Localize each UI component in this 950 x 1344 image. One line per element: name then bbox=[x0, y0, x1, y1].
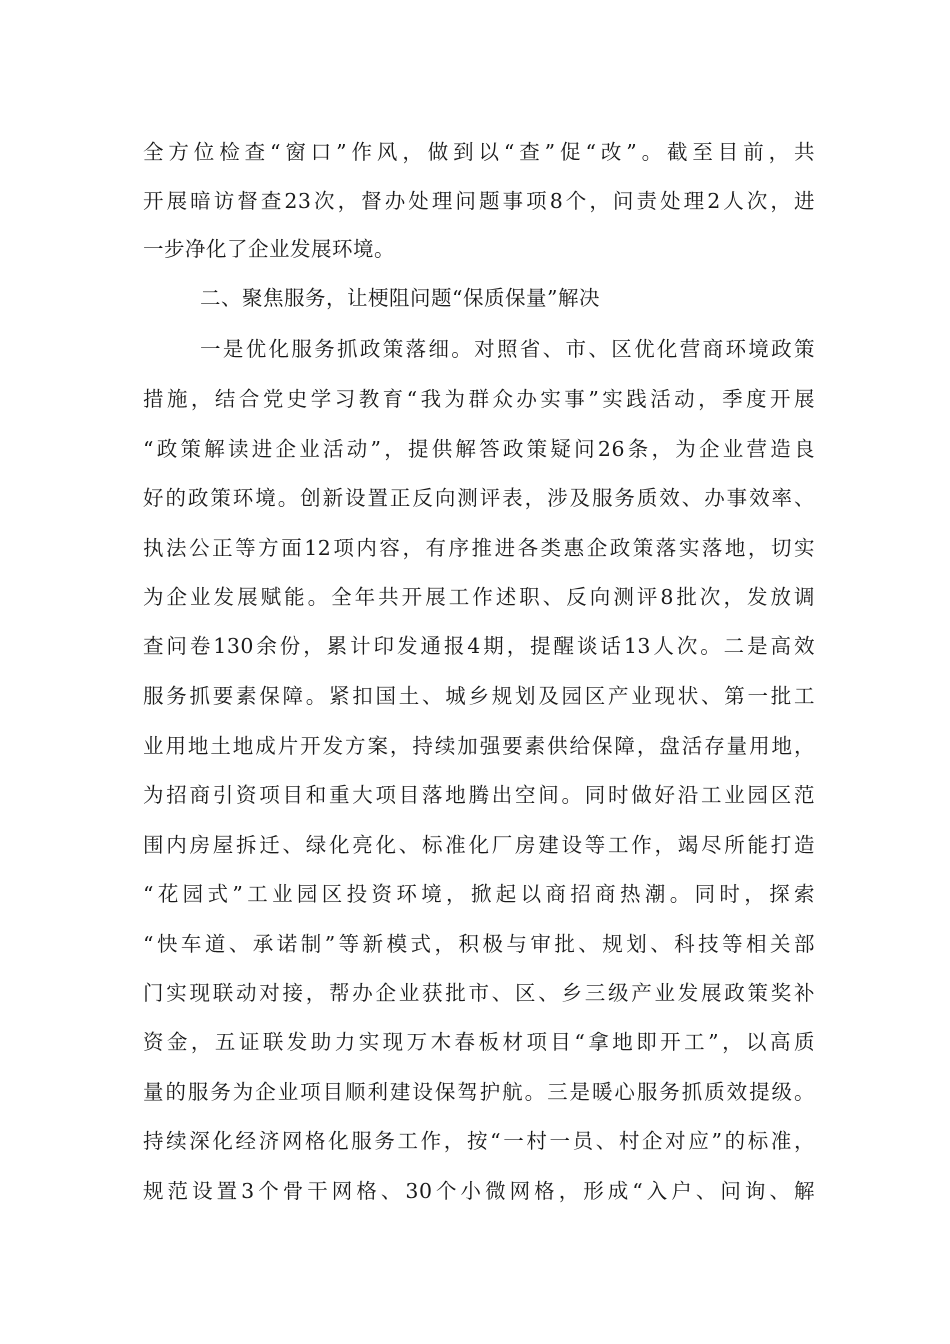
text-line: 量的服务为企业项目顺利建设保驾护航。三是暖心服务抓质效提级。 bbox=[143, 1080, 815, 1104]
text-line: 资金，五证联发助力实现万木春板材项目“拿地即开工”，以高质 bbox=[143, 1030, 815, 1054]
text-line: 围内房屋拆迁、绿化亮化、标准化厂房建设等工作，竭尽所能打造 bbox=[143, 833, 815, 857]
text-line: 查问卷130余份，累计印发通报4期，提醒谈话13人次。二是高效 bbox=[143, 634, 815, 658]
text-line: 好的政策环境。创新设置正反向测评表，涉及服务质效、办事效率、 bbox=[143, 486, 815, 510]
text-line: 规范设置3个骨干网格、30个小微网格，形成“入户、问询、解 bbox=[143, 1179, 815, 1203]
text-line: “政策解读进企业活动”，提供解答政策疑问26条，为企业营造良 bbox=[143, 437, 815, 461]
text-line: 为招商引资项目和重大项目落地腾出空间。同时做好沿工业园区范 bbox=[143, 783, 815, 807]
text-line: “花园式”工业园区投资环境，掀起以商招商热潮。同时，探索 bbox=[143, 882, 815, 906]
text-line: “快车道、承诺制”等新模式，积极与审批、规划、科技等相关部 bbox=[143, 932, 815, 956]
text-line: 全方位检查“窗口”作风，做到以“查”促“改”。截至目前，共 bbox=[143, 140, 815, 164]
text-line: 一是优化服务抓政策落细。对照省、市、区优化营商环境政策 bbox=[200, 337, 815, 361]
section-heading: 二、聚焦服务，让梗阻问题“保质保量”解决 bbox=[200, 286, 600, 310]
text-line: 持续深化经济网格化服务工作，按“一村一员、村企对应”的标准， bbox=[143, 1129, 815, 1153]
text-line: 业用地土地成片开发方案，持续加强要素供给保障，盘活存量用地， bbox=[143, 734, 815, 758]
text-line: 为企业发展赋能。全年共开展工作述职、反向测评8批次，发放调 bbox=[143, 585, 815, 609]
text-line: 服务抓要素保障。紧扣国土、城乡规划及园区产业现状、第一批工 bbox=[143, 684, 815, 708]
text-line: 门实现联动对接，帮办企业获批市、区、乡三级产业发展政策奖补 bbox=[143, 981, 815, 1005]
text-line: 执法公正等方面12项内容，有序推进各类惠企政策落实落地，切实 bbox=[143, 536, 815, 560]
text-line: 措施，结合党史学习教育“我为群众办实事”实践活动，季度开展 bbox=[143, 387, 815, 411]
text-line: 一步净化了企业发展环境。 bbox=[143, 237, 395, 261]
text-line: 开展暗访督查23次，督办处理问题事项8个，问责处理2人次，进 bbox=[143, 189, 815, 213]
